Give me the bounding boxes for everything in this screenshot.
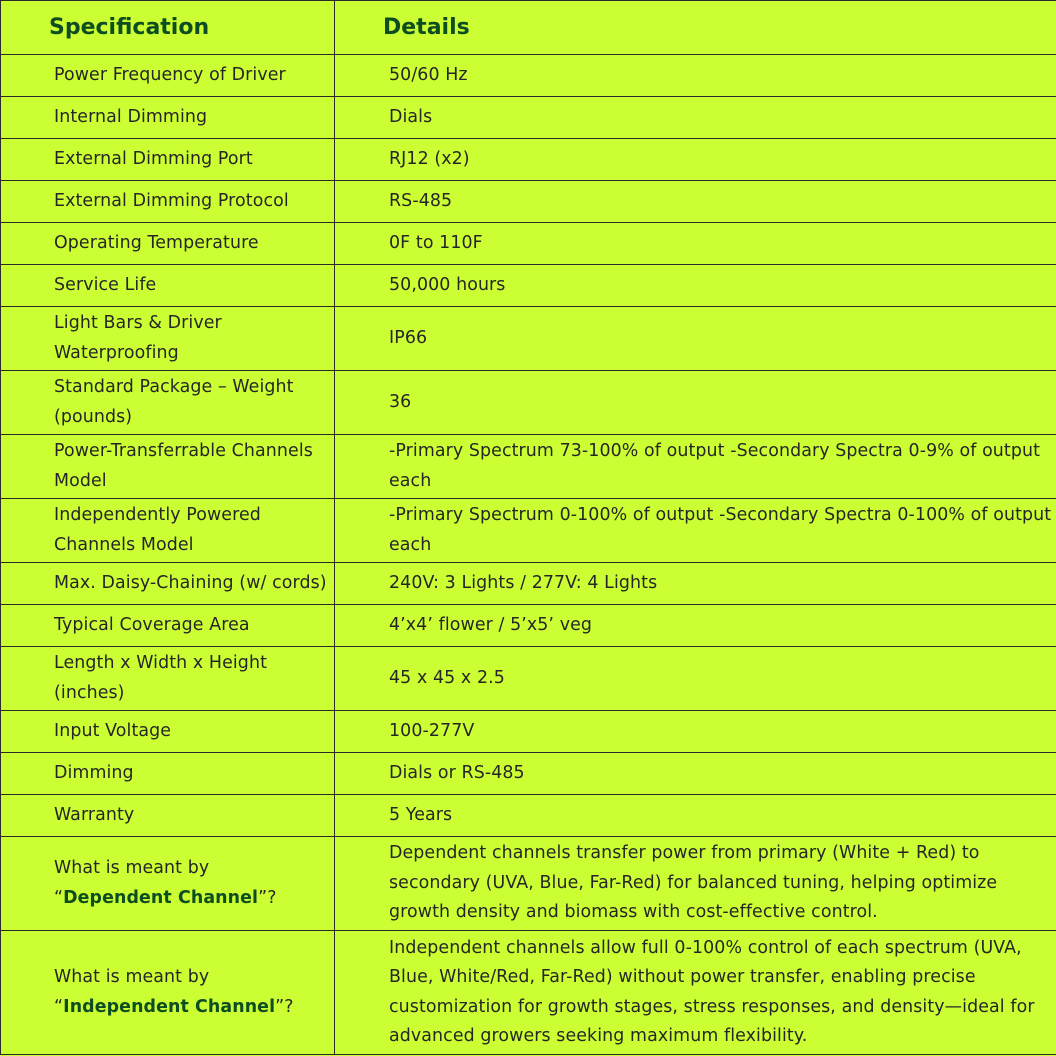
table-row [1, 139, 1056, 181]
table-row [1, 371, 1056, 435]
table-row [1, 499, 1056, 563]
faq-question-prefix: What is meant by “ [54, 858, 210, 908]
table-row [1, 307, 1056, 371]
details-cell: 50/60 Hz [335, 55, 1056, 97]
table-row [1, 435, 1056, 499]
table-row [1, 181, 1056, 223]
faq-row-dependent [1, 837, 1056, 931]
spec-cell: Power-Transferrable Channels Model [1, 435, 335, 499]
spec-cell: Max. Daisy-Chaining (w/ cords) [1, 563, 335, 605]
details-cell: -Primary Spectrum 73-100% of output -Secondary Spectra 0-9% of output each [335, 435, 1056, 499]
table-row [1, 647, 1056, 711]
faq-answer-cell: Independent channels allow full 0-100% control of each spectrum (UVA, Blue, White/Red, Far-Red) without power transfer, enabling precise customization for growth stages, stress responses, and density—ideal for advanced growers seeking maximum flexibility. [335, 931, 1056, 1055]
spec-cell: Internal Dimming [1, 97, 335, 139]
faq-row-independent [1, 931, 1056, 1055]
details-cell: 36 [335, 371, 1056, 435]
details-cell: RS-485 [335, 181, 1056, 223]
table-row [1, 223, 1056, 265]
table-row [1, 563, 1056, 605]
spec-cell: Dimming [1, 753, 335, 795]
table-row [1, 55, 1056, 97]
table-row [1, 711, 1056, 753]
details-cell: -Primary Spectrum 0-100% of output -Secondary Spectra 0-100% of output each [335, 499, 1056, 563]
table-row [1, 265, 1056, 307]
details-cell: Dials [335, 97, 1056, 139]
details-cell: IP66 [335, 307, 1056, 371]
details-cell: 45 x 45 x 2.5 [335, 647, 1056, 711]
table-header-row [1, 1, 1056, 55]
faq-question-prefix: What is meant by “ [54, 967, 210, 1017]
table-row [1, 753, 1056, 795]
spec-cell: Standard Package – Weight (pounds) [1, 371, 335, 435]
faq-question-suffix: ”? [275, 996, 294, 1017]
details-cell: 50,000 hours [335, 265, 1056, 307]
faq-answer-cell: Dependent channels transfer power from primary (White + Red) to secondary (UVA, Blue, Far-Red) for balanced tuning, helping optimize growth density and biomass with cost-effective control. [335, 837, 1056, 931]
table-row [1, 97, 1056, 139]
details-cell: 5 Years [335, 795, 1056, 837]
faq-question-cell [1, 931, 335, 1055]
spec-cell: Service Life [1, 265, 335, 307]
spec-cell: Operating Temperature [1, 223, 335, 265]
details-cell: 240V: 3 Lights / 277V: 4 Lights [335, 563, 1056, 605]
table-row [1, 605, 1056, 647]
details-cell: 0F to 110F [335, 223, 1056, 265]
spec-cell: Input Voltage [1, 711, 335, 753]
spec-cell: Light Bars & Driver Waterproofing [1, 307, 335, 371]
spec-cell: External Dimming Port [1, 139, 335, 181]
spec-cell: Independently Powered Channels Model [1, 499, 335, 563]
spec-cell: Length x Width x Height (inches) [1, 647, 335, 711]
spec-cell: Warranty [1, 795, 335, 837]
spec-cell: Typical Coverage Area [1, 605, 335, 647]
details-cell: Dials or RS-485 [335, 753, 1056, 795]
header-specification: Specification [1, 1, 335, 55]
details-cell: 100-277V [335, 711, 1056, 753]
faq-question-suffix: ”? [258, 887, 277, 908]
spec-cell: Power Frequency of Driver [1, 55, 335, 97]
faq-question-term: Independent Channel [63, 996, 276, 1017]
header-details: Details [335, 1, 1056, 55]
table-row [1, 795, 1056, 837]
faq-question-term: Dependent Channel [63, 887, 259, 908]
details-cell: RJ12 (x2) [335, 139, 1056, 181]
faq-question-cell [1, 837, 335, 931]
spec-cell: External Dimming Protocol [1, 181, 335, 223]
details-cell: 4’x4’ flower / 5’x5’ veg [335, 605, 1056, 647]
